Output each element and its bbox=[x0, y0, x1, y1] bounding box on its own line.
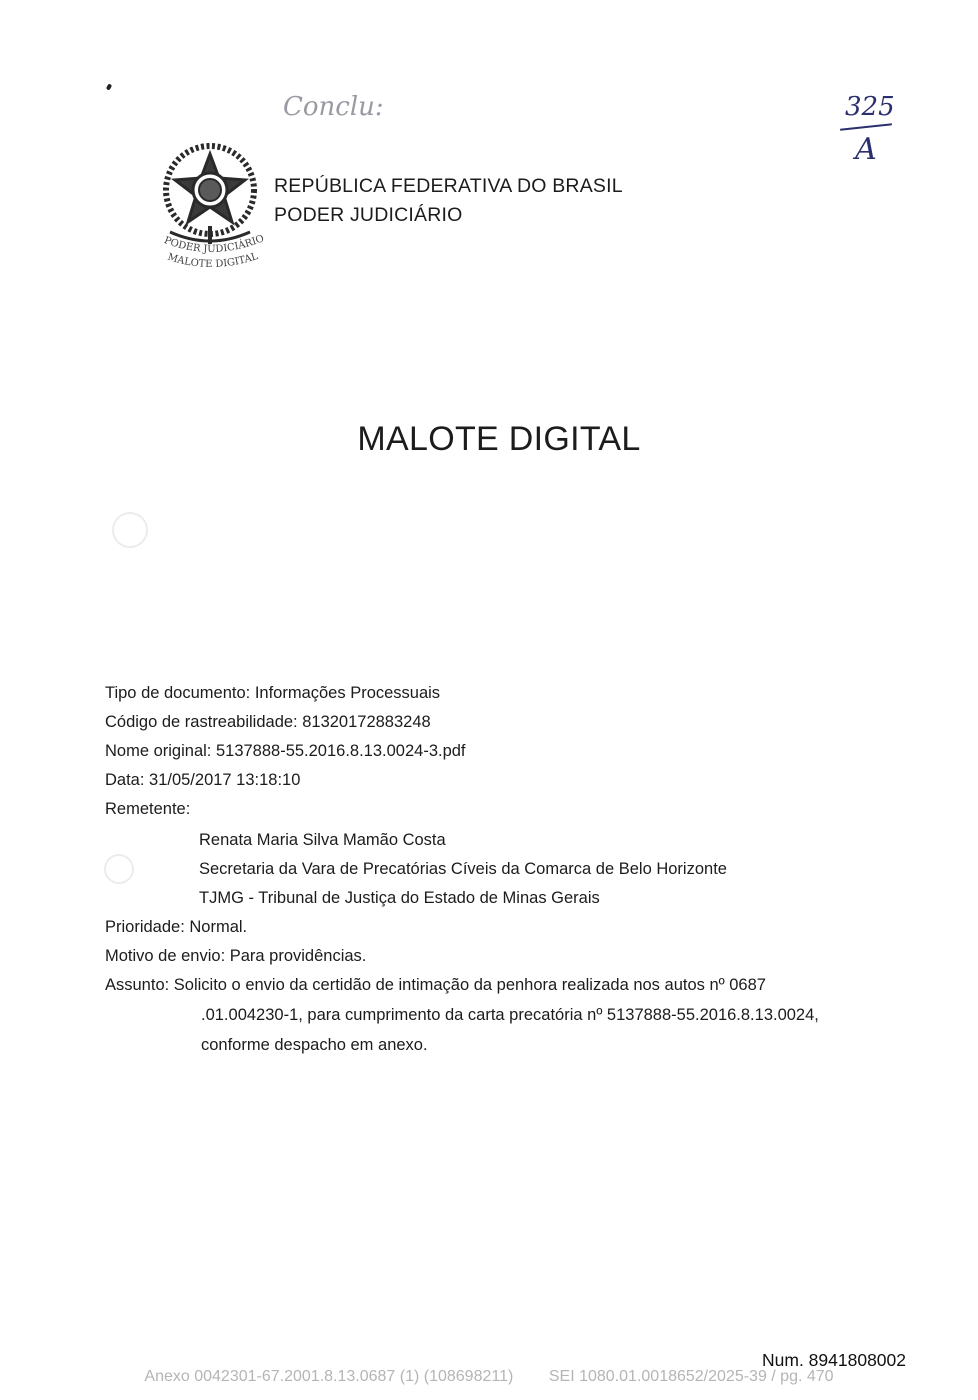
footer-annex-reference: Anexo 0042301-67.2001.8.13.0687 (1) (108698211) SEI 1080.01.0018652/2025-39 / pg. 470 bbox=[144, 1368, 834, 1385]
field-nome-original: Nome original: 5137888-55.2016.8.13.0024-3.pdf bbox=[105, 742, 466, 760]
field-tipo-documento: Tipo de documento: Informações Processuais bbox=[105, 684, 441, 702]
seal-legend-bottom: MALOTE DIGITAL bbox=[166, 250, 260, 270]
scan-speck bbox=[106, 83, 112, 90]
folio-number: 325 bbox=[845, 92, 895, 122]
scan-artifact bbox=[104, 854, 134, 884]
folio-underline bbox=[840, 123, 892, 130]
field-codigo-rastreabilidade: Código de rastreabilidade: 81320172883248 bbox=[105, 713, 431, 731]
assunto-continuation-2: conforme despacho em anexo. bbox=[201, 1036, 428, 1054]
letterhead bbox=[274, 172, 623, 230]
remetente-orgao: Secretaria da Vara de Precatórias Cíveis da Comarca de Belo Horizonte bbox=[199, 860, 727, 878]
national-coat-of-arms-stamp bbox=[150, 140, 272, 270]
letterhead-line-1: REPÚBLICA FEDERATIVA DO BRASIL bbox=[274, 175, 623, 197]
field-data: Data: 31/05/2017 13:18:10 bbox=[105, 771, 301, 789]
remetente-nome: Renata Maria Silva Mamão Costa bbox=[199, 831, 446, 849]
folio-initials: A bbox=[855, 132, 877, 167]
assunto-continuation-1: .01.004230-1, para cumprimento da carta precatória nº 5137888-55.2016.8.13.0024, bbox=[201, 1006, 819, 1024]
scan-artifact bbox=[112, 512, 148, 548]
letterhead-line-2: PODER JUDICIÁRIO bbox=[274, 204, 463, 226]
field-motivo-envio: Motivo de envio: Para providências. bbox=[105, 947, 367, 965]
field-remetente-label: Remetente: bbox=[105, 800, 191, 818]
handwritten-note: Conclu: bbox=[283, 92, 384, 122]
seal-legend-top: PODER JUDICIÁRIO bbox=[162, 233, 266, 256]
document-number: Num. 8941808002 bbox=[762, 1350, 906, 1370]
field-assunto: Assunto: Solicito o envio da certidão de intimação da penhora realizada nos autos nº 0687 bbox=[105, 976, 766, 994]
remetente-tribunal: TJMG - Tribunal de Justiça do Estado de Minas Gerais bbox=[199, 889, 600, 907]
field-prioridade: Prioridade: Normal. bbox=[105, 918, 248, 936]
document-title: MALOTE DIGITAL bbox=[357, 420, 641, 458]
